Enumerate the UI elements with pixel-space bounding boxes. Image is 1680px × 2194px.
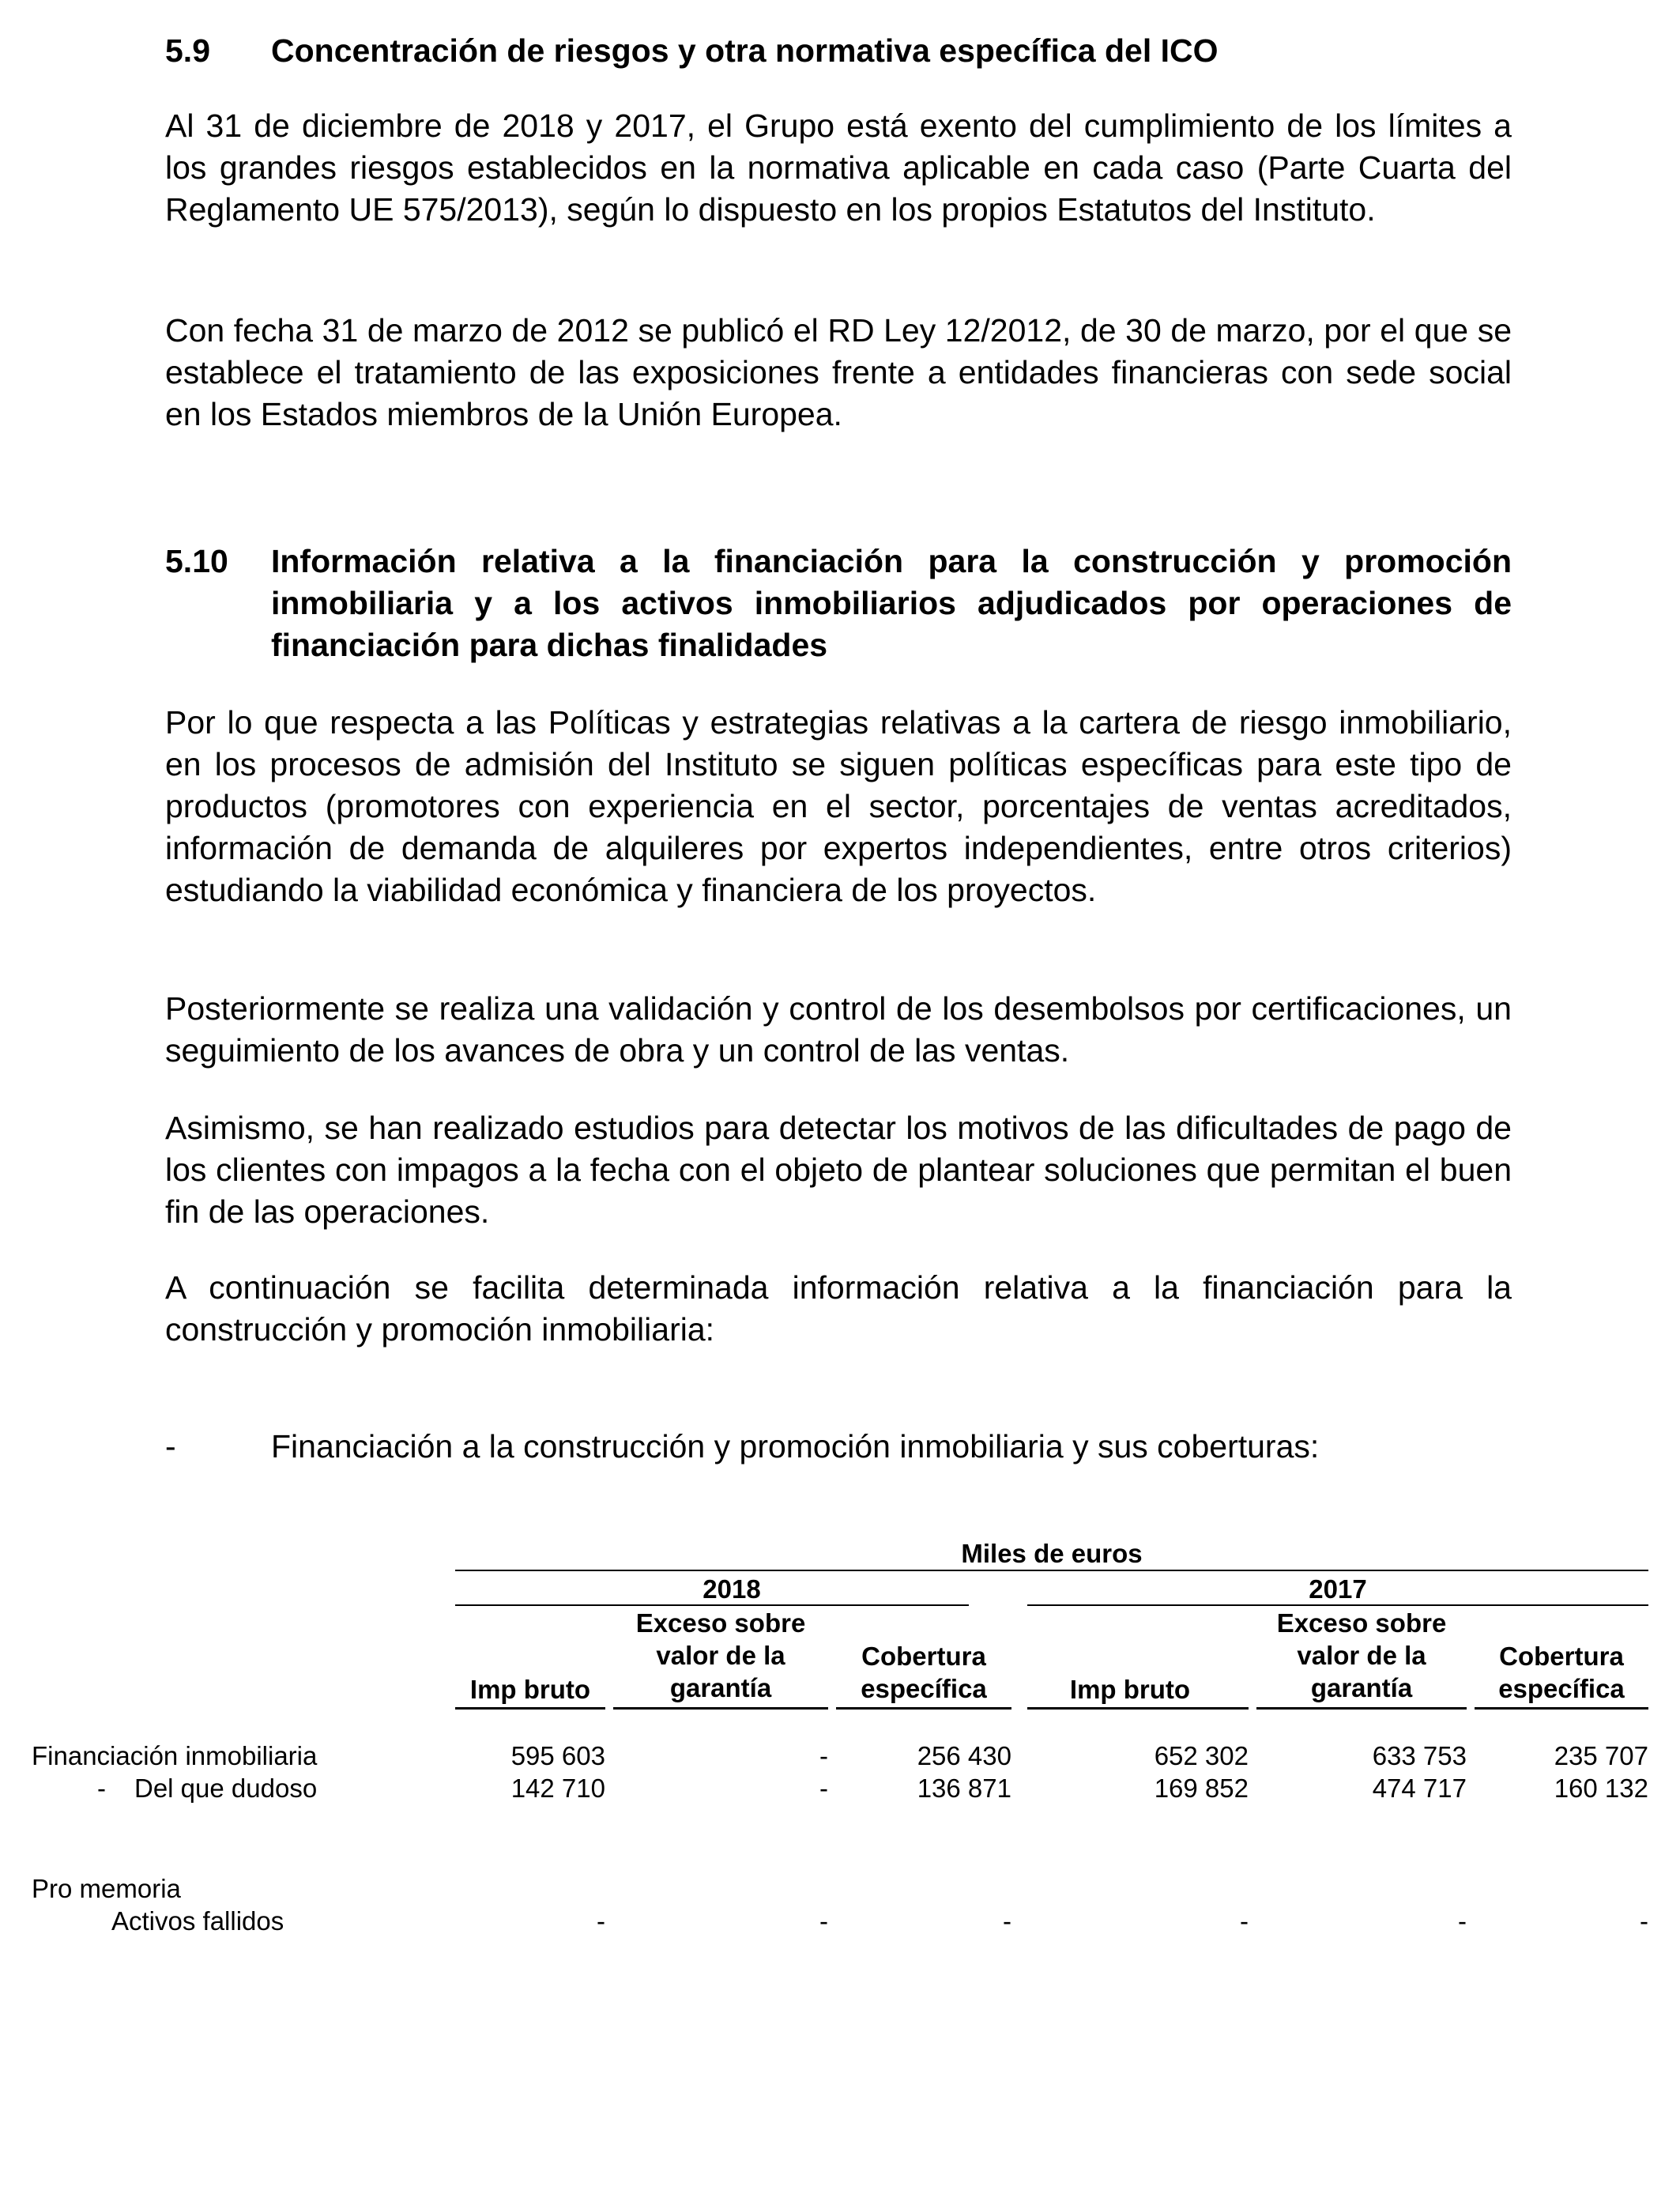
- paragraph: A continuación se facilita determinada información relativa a la financiación para la construcción y promoción inmobiliaria:: [165, 1269, 1512, 1348]
- cell-value: -: [597, 1906, 605, 1936]
- col-underline: [455, 1707, 605, 1710]
- col-imp-bruto-2017: Imp bruto: [1069, 1675, 1191, 1704]
- col-underline: [1027, 1707, 1249, 1710]
- col-header-line: específica: [861, 1674, 987, 1703]
- cell-value: 633 753: [1372, 1741, 1467, 1770]
- cell-value: 474 717: [1372, 1774, 1467, 1803]
- paragraph: Asimismo, se han realizado estudios para detectar los motivos de las dificultades de pago de los clientes con impagos a la fecha con el objeto de plantear soluciones que permitan el buen fin de las operaciones.: [165, 1110, 1512, 1230]
- section-number: 5.9: [165, 32, 210, 69]
- paragraph: Al 31 de diciembre de 2018 y 2017, el Grupo está exento del cumplimiento de los límites a los grandes riesgos establecidos en la normativa aplicable en cada caso (Parte Cuarta del Reglamento UE 575/2013), según lo dispuesto en los propios Estatutos del Instituto.: [165, 107, 1512, 228]
- paragraph: Posteriormente se realiza una validación y control de los desembolsos por certificaciones, un seguimiento de los avances de obra y un control de las ventas.: [165, 990, 1512, 1069]
- row-label: Activos fallidos: [111, 1906, 284, 1936]
- col-underline: [1256, 1707, 1467, 1710]
- memo-label: Pro memoria: [32, 1874, 181, 1903]
- col-cobertura-2017: [1475, 1640, 1648, 1705]
- cell-value: -: [819, 1741, 828, 1770]
- bullet-dash: -: [165, 1428, 176, 1465]
- col-underline: [1475, 1707, 1648, 1710]
- cell-value: 136 871: [917, 1774, 1011, 1803]
- cell-value: -: [1458, 1906, 1467, 1936]
- col-header-line: garantía: [669, 1673, 772, 1702]
- unit-header: Miles de euros: [961, 1539, 1143, 1568]
- col-underline: [836, 1707, 1011, 1710]
- year-2018-header: 2018: [703, 1574, 761, 1604]
- cell-value: 160 132: [1554, 1774, 1648, 1803]
- header-rule: [455, 1570, 1648, 1571]
- col-header-line: Exceso sobre: [1276, 1608, 1447, 1638]
- cell-value: -: [1003, 1906, 1011, 1936]
- col-header-line: Cobertura: [1499, 1642, 1624, 1671]
- paragraph: Con fecha 31 de marzo de 2012 se publicó el RD Ley 12/2012, de 30 de marzo, por el que se establece el tratamiento de las exposiciones frente a entidades financieras con sede social en los Estados miembros de la Unión Europea.: [165, 312, 1512, 432]
- row-label: Del que dudoso: [134, 1774, 318, 1803]
- col-header-line: específica: [1498, 1674, 1625, 1703]
- cell-value: 235 707: [1554, 1741, 1648, 1770]
- year-2017-rule: [1027, 1604, 1648, 1606]
- col-underline: [613, 1707, 828, 1710]
- col-header-line: valor de la: [656, 1641, 785, 1670]
- col-header-line: valor de la: [1297, 1641, 1426, 1670]
- col-header-line: Exceso sobre: [635, 1608, 806, 1638]
- cell-value: 652 302: [1154, 1741, 1249, 1770]
- cell-value: -: [1640, 1906, 1648, 1936]
- col-exceso-2018: [613, 1607, 828, 1704]
- col-exceso-2017: [1256, 1607, 1467, 1704]
- col-header-line: garantía: [1310, 1673, 1413, 1702]
- bullet-text: Financiación a la construcción y promoción inmobiliaria y sus coberturas:: [271, 1428, 1320, 1465]
- section-number: 5.10: [165, 543, 228, 579]
- cell-value: -: [819, 1906, 828, 1936]
- cell-value: 595 603: [510, 1741, 605, 1770]
- section-title: Información relativa a la financiación para la construcción y promoción inmobiliaria y a los activos inmobiliarios adjudicados por operaciones de financiación para dichas finalidades: [271, 543, 1512, 663]
- cell-value: 256 430: [917, 1741, 1011, 1770]
- cell-value: 142 710: [510, 1774, 605, 1803]
- row-label: Financiación inmobiliaria: [32, 1741, 318, 1770]
- cell-value: 169 852: [1154, 1774, 1249, 1803]
- year-2018-rule: [455, 1604, 969, 1606]
- year-2017-header: 2017: [1309, 1574, 1367, 1604]
- section-title: Concentración de riesgos y otra normativa específica del ICO: [271, 32, 1219, 69]
- col-header-line: Cobertura: [861, 1642, 986, 1671]
- cell-value: -: [1240, 1906, 1249, 1936]
- paragraph: Por lo que respecta a las Políticas y estrategias relativas a la cartera de riesgo inmobiliario, en los procesos de admisión del Instituto se siguen políticas específicas para este tipo de productos (promotores con experiencia en el sector, porcentajes de ventas acreditados, información de demanda de alquileres por expertos independientes, entre otros criterios) estudiando la viabilidad económica y financiera de los proyectos.: [165, 704, 1512, 908]
- cell-value: -: [819, 1774, 828, 1803]
- col-imp-bruto-2018: Imp bruto: [469, 1675, 591, 1704]
- row-dash: -: [97, 1774, 106, 1803]
- col-cobertura-2018: [836, 1640, 1011, 1705]
